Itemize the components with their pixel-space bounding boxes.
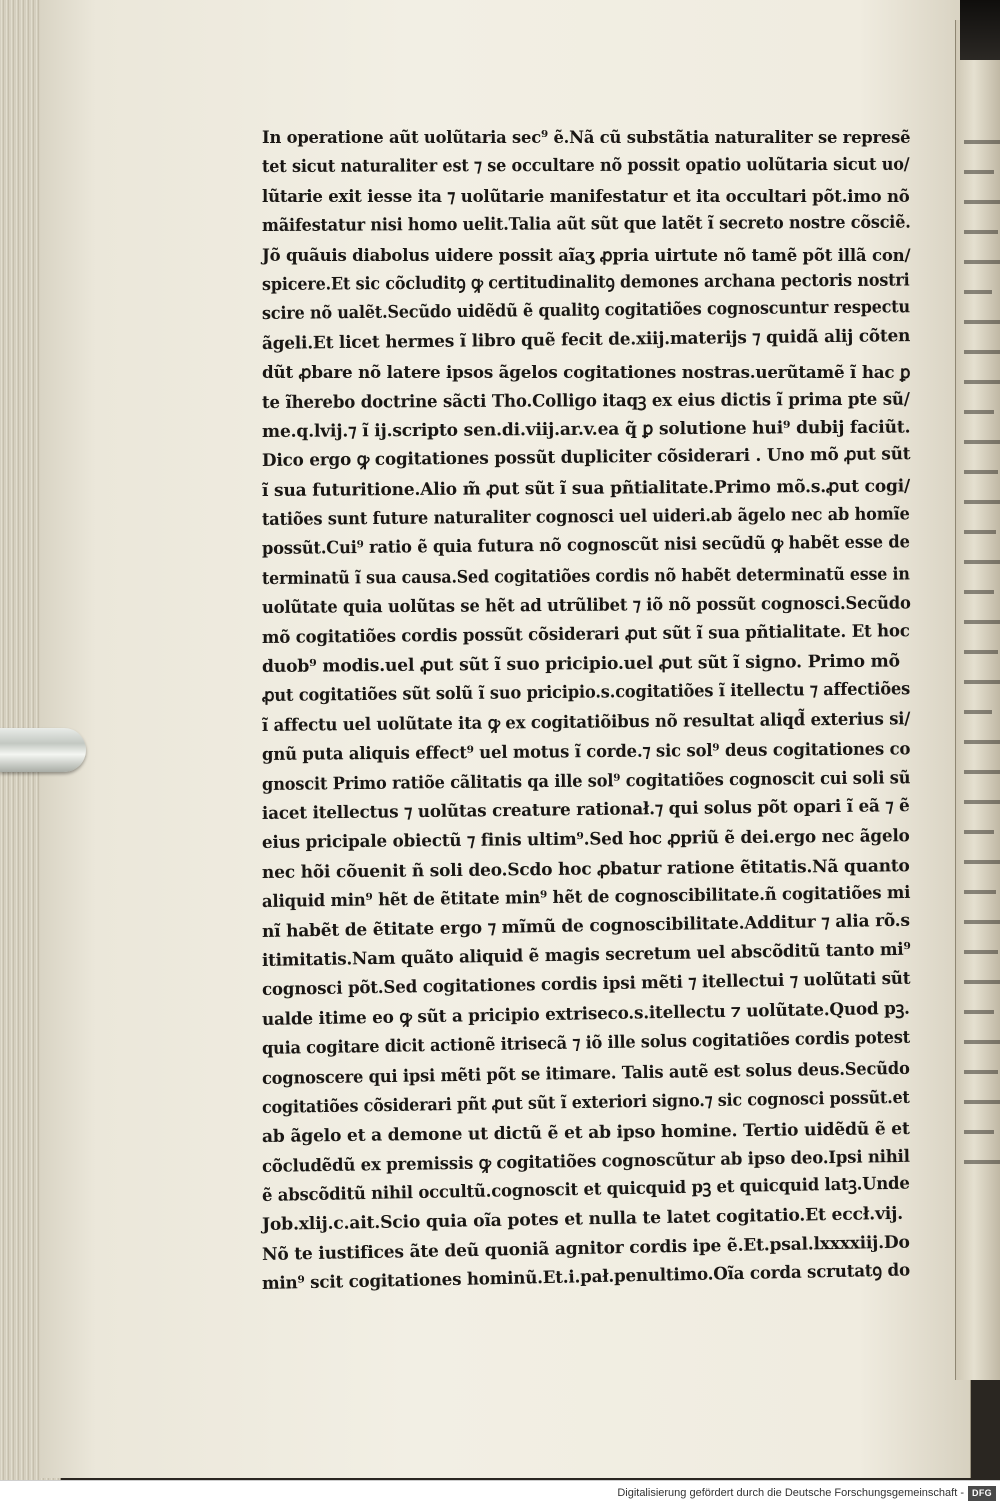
text-line: cogitatiões cõsiderari pñt ꝓut sũt ĩ exteriori signo.⁊ sic cognosci possũt.et xyxy=(261,1087,910,1118)
text-line: In operatione aũt uolũtaria sec⁹ ẽ.Nã cũ substãtia naturaliter se represẽ xyxy=(262,128,911,148)
text-line: nĩ habẽt de ẽtitate ergo ⁊ mĩmũ de cognoscibilitate.Additur ⁊ alia rõ.s xyxy=(261,910,910,942)
text-line: aliquid min⁹ hẽt de ẽtitate min⁹ hẽt de cognoscibilitate.ñ cogitatiões mi xyxy=(261,883,911,913)
text-line: ꝓut cogitatiões sũt solũ ĩ suo pricipio.s.cogitatiões ĩ itellectu ⁊ affectiões xyxy=(261,679,911,707)
text-line: cõcludẽdũ ex premissis ꝙ cogitatiões cognoscũtur ab ipso deo.Ipsi nihil xyxy=(261,1146,910,1177)
text-line: Dico ergo ꝙ cogitationes possũt dupliciter cõsiderari . Uno mõ ꝓut sũt xyxy=(261,444,911,472)
text-line: cognoscere qui ipsi mẽti põt se itimare. Talis autẽ est solus deus.Secũdo xyxy=(261,1058,910,1089)
text-line: ẽ abscõditũ nihil occultũ.cognoscit et quicquid pꝫ et quicquid latꝫ.Unde xyxy=(261,1173,910,1207)
text-line: eius pricipale obiectũ ⁊ finis ultim⁹.Sed hoc ꝓpriũ ẽ dei.ergo nec ãgelo xyxy=(261,826,910,854)
text-line: quia cogitare dicit actionẽ itrisecã ⁊ iõ ille solus cogitatiões cordis potest xyxy=(261,1027,911,1060)
text-line: cognosci põt.Sed cogitationes cordis ipsi mẽti ⁊ itellectui ⁊ uolũtati sũt xyxy=(261,969,911,1001)
text-line: iacet itellectus ⁊ uolũtas creature rationał.⁊ qui solus põt opari ĩ eã ⁊ ẽ xyxy=(261,796,910,824)
text-line: Nõ te iustifices ãte deũ quoniã agnitor cordis ipe ẽ.Et.psal.lxxxxiij.Do xyxy=(261,1232,910,1265)
text-line: mãifestatur nisi homo uelit.Talia aũt sũt que latẽt ĩ secreto nostre cõsciẽ. xyxy=(261,212,911,237)
text-line: spicere.Et sic cõcluditꝯ ꝙ certitudinalitꝯ demones archana pectoris nostri xyxy=(261,270,910,295)
text-line: tatiões sunt future naturaliter cognosci uel uideri.ab ãgelo nec ab homĩe xyxy=(261,504,910,531)
footer-bar xyxy=(0,1480,1000,1507)
text-line: nec hõi cõuenit ñ soli deo.Scdo hoc ꝓbatur ratione ẽtitatis.Nã quanto xyxy=(261,855,910,883)
text-line: te ĩherebo doctrine sãcti Tho.Colligo itaqꝫ ex eius dictis ĩ prima pte sũ/ xyxy=(261,389,910,413)
text-line: min⁹ scit cogitationes hominũ.Et.i.pał.penultimo.Oĩa corda scrutatꝯ do xyxy=(261,1260,911,1295)
text-line: me.q.lvij.⁊ ĩ ij.scripto sen.di.viij.ar.v.ea q̃ ꝑ solutione hui⁹ dubij faciũt. xyxy=(261,417,911,442)
text-line: terminatũ ĩ sua causa.Sed cogitatiões cordis nõ habẽt determinatũ esse in xyxy=(261,564,910,589)
text-line: ualde itime eo ꝙ sũt a pricipio extriseco.s.itellectu ⁊ uolũtate.Quod pꝫ. xyxy=(261,998,910,1030)
text-line: ãgeli.Et licet hermes ĩ libro quẽ fecit de.xiij.materijs ⁊ quidã alij cõten xyxy=(261,325,911,354)
binding-shadow xyxy=(960,0,1000,60)
text-line: ĩ sua futuritione.Alio m̃ ꝓut sũt ĩ sua pñtialitate.Primo mõ.s.ꝓut cogi/ xyxy=(261,476,911,501)
dfg-logo: DFG xyxy=(968,1486,996,1501)
text-line: itimitatis.Nam quãto aliquid ẽ magis secretum uel abscõditũ tanto mi⁹ xyxy=(261,939,911,971)
text-line: duob⁹ modis.uel ꝓut sũt ĩ suo pricipio.uel ꝓut sũt ĩ signo. Primo mõ xyxy=(261,651,900,678)
text-line: scire nõ ualẽt.Secũdo uidẽdũ ẽ qualitꝯ cogitatiões cognoscuntur respectu xyxy=(261,297,911,325)
text-block xyxy=(262,124,910,1300)
text-line: dũt ꝓbare nõ latere ipsos ãgelos cogitationes nostras.uerũtamẽ ĩ hac ꝑ xyxy=(262,363,911,384)
text-line: mõ cogitatiões cordis possũt cõsiderari ꝓut sũt ĩ sua pñtialitate. Et hoc xyxy=(261,620,910,648)
text-line: uolũtate quia uolũtas se hẽt ad utrũlibet ⁊ iõ nõ possũt cognosci.Secũdo xyxy=(261,593,911,619)
glass-page-holder xyxy=(0,728,86,772)
text-line: possũt.Cui⁹ ratio ẽ quia futura nõ cognoscũt nisi secũdũ ꝙ habẽt esse de xyxy=(261,532,910,560)
text-line: gnũ puta aliquis effect⁹ uel motus ĩ corde.⁊ sic sol⁹ deus cogitationes co xyxy=(261,739,911,766)
text-line: lũtarie exit iesse ita ⁊ uolũtarie manifestatur et ita occultari põt.imo nõ xyxy=(262,186,910,207)
text-line: ab ãgelo et a demone ut dictũ ẽ et ab ipso homine. Tertio uidẽdũ ẽ et xyxy=(261,1119,910,1148)
text-line: Jõ quãuis diabolus uidere possit aĩaʒ ꝓpria uirtute nõ tamẽ põt illã con/ xyxy=(262,245,911,266)
funding-credit: Digitalisierung gefördert durch die Deutsche Forschungsgemeinschaft - xyxy=(617,1487,964,1499)
text-line: ĩ affectu uel uolũtate ita ꝙ ex cogitatiõibus nõ resultat aliqd̃ exterius si/ xyxy=(261,709,911,736)
text-line: gnoscit Primo ratiõe cãlitatis qa ille sol⁹ cogitatiões cognoscit cui soli sũ xyxy=(261,767,911,795)
text-line: Job.xlij.c.ait.Scio quia oĩa potes et nulla te latet cogitatio.Et eccł.vij. xyxy=(261,1204,904,1236)
text-line: tet sicut naturaliter est ⁊ se occultare nõ possit opatio uolũtaria sicut uo/ xyxy=(261,155,910,178)
facing-page-edge xyxy=(955,20,1000,1380)
